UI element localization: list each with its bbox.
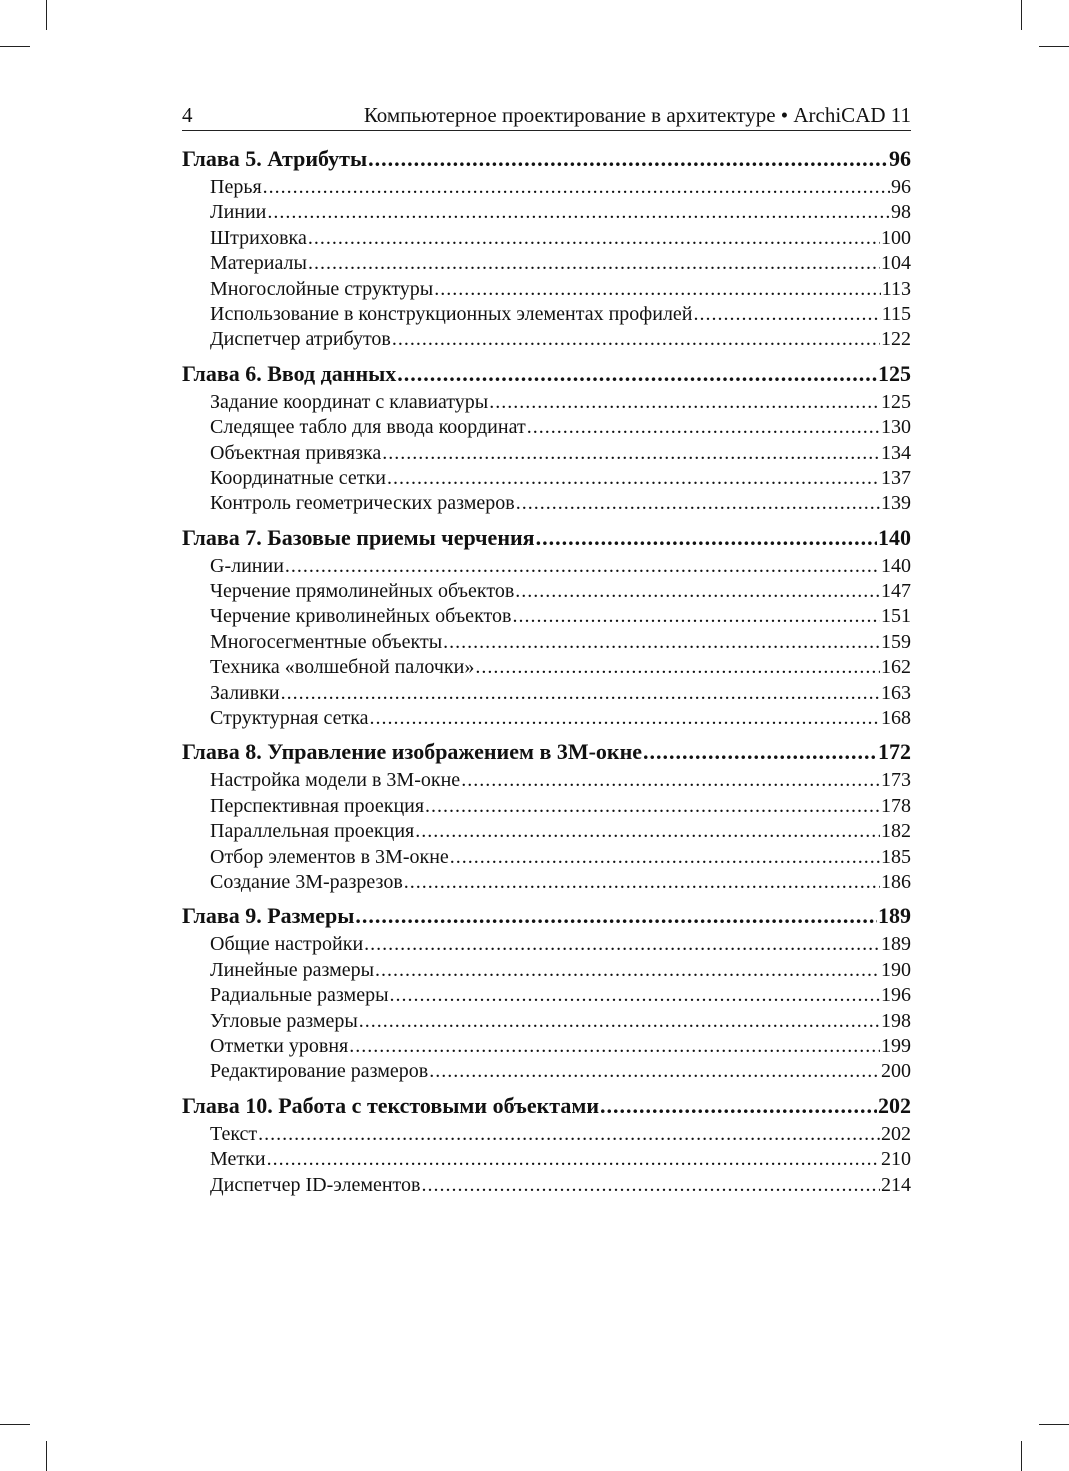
dot-leader [461, 768, 880, 793]
toc-entry [182, 1122, 911, 1147]
chapter-title: Глава 5. Атрибуты [182, 146, 368, 171]
section-page: 210 [881, 1148, 911, 1171]
section-title: Материалы [210, 252, 307, 275]
section-page: 137 [881, 466, 911, 489]
page-number: 4 [182, 103, 193, 127]
section-title: Радиальные размеры [210, 984, 389, 1007]
crop-mark [1039, 46, 1069, 47]
toc-entry [182, 819, 911, 844]
section-page: 196 [881, 984, 911, 1007]
toc-entry [182, 579, 911, 604]
section-title: Перспективная проекция [210, 794, 425, 817]
dot-leader [450, 845, 880, 870]
dot-leader [370, 706, 880, 731]
dot-leader [308, 226, 880, 251]
section-page: 115 [881, 302, 911, 325]
toc-entry [182, 415, 911, 440]
toc-entry [182, 1059, 911, 1084]
chapter-page: 202 [878, 1092, 911, 1118]
section-page: 140 [881, 554, 911, 577]
toc-entry [182, 932, 911, 957]
section-page: 134 [881, 441, 911, 464]
dot-leader [349, 1034, 880, 1059]
dot-leader [390, 983, 880, 1008]
section-title: Параллельная проекция [210, 820, 415, 843]
dot-leader [515, 579, 880, 604]
toc-entry [182, 175, 911, 200]
section-title: Многослойные структуры [210, 277, 434, 300]
dot-leader [387, 466, 880, 491]
crop-mark [0, 1424, 30, 1425]
section-title: Перья [210, 176, 262, 198]
crop-mark [46, 1441, 47, 1471]
section-page: 151 [881, 605, 911, 628]
toc-entry [182, 958, 911, 983]
dot-leader [258, 1122, 880, 1147]
section-title: Штриховка [210, 226, 307, 249]
crop-mark [46, 0, 47, 30]
toc-entry [182, 655, 911, 680]
dot-leader [512, 604, 880, 629]
toc-entry [182, 327, 911, 352]
toc-entry [182, 768, 911, 793]
section-page: 104 [881, 252, 911, 275]
section-page: 198 [881, 1009, 911, 1032]
dot-leader [425, 794, 880, 819]
running-header [182, 100, 911, 131]
section-title: Общие настройки [210, 933, 364, 956]
section-title: G-линии [210, 554, 284, 577]
section-page: 182 [881, 820, 911, 843]
toc-entry [182, 1034, 911, 1059]
section-title: Многосегментные объекты [210, 630, 443, 653]
section-page: 200 [881, 1060, 911, 1083]
section-page: 163 [881, 681, 911, 704]
dot-leader [489, 390, 880, 415]
toc-chapter [182, 522, 911, 732]
chapter-heading [182, 143, 911, 175]
chapter-heading [182, 1090, 911, 1122]
chapter-title: Глава 6. Ввод данных [182, 360, 397, 386]
toc-entry [182, 226, 911, 251]
chapter-page: 140 [878, 524, 911, 550]
section-page: 173 [881, 769, 911, 792]
section-title: Задание координат с клавиатуры [210, 390, 489, 413]
section-title: Создание 3М-разрезов [210, 870, 403, 893]
section-page: 189 [881, 933, 911, 956]
table-of-contents [182, 143, 911, 1203]
section-page: 122 [881, 328, 911, 351]
dot-leader [285, 554, 880, 579]
section-page: 178 [881, 794, 911, 817]
section-page: 147 [881, 580, 911, 603]
section-page: 214 [881, 1173, 911, 1196]
toc-entry [182, 277, 911, 302]
section-page: 202 [881, 1122, 911, 1145]
section-page: 185 [881, 845, 911, 868]
section-title: Текст [210, 1122, 258, 1145]
running-title: Компьютерное проектирование в архитектуре • ArchiCAD 11 [363, 103, 911, 127]
toc-entry [182, 390, 911, 415]
section-title: Черчение криволинейных объектов [210, 605, 512, 628]
toc-chapter [182, 358, 911, 517]
toc-entry [182, 604, 911, 629]
dot-leader [382, 441, 880, 466]
section-page: 159 [881, 630, 911, 653]
chapter-heading [182, 522, 911, 554]
toc-entry [182, 681, 911, 706]
dot-leader [434, 277, 881, 302]
chapter-page: 125 [878, 360, 911, 386]
dot-leader [267, 1147, 880, 1172]
section-page: 113 [881, 277, 911, 300]
dot-leader [392, 327, 880, 352]
chapter-title: Глава 8. Управление изображением в 3М-окне [182, 739, 643, 765]
section-page: 130 [881, 416, 911, 439]
toc-entry [182, 845, 911, 870]
section-title: Координатные сетки [210, 466, 386, 489]
section-page: 186 [881, 870, 911, 893]
dot-leader [527, 415, 880, 440]
dot-leader [600, 1090, 877, 1122]
toc-chapter [182, 1090, 911, 1198]
toc-entry [182, 630, 911, 655]
dot-leader [368, 143, 888, 175]
dot-leader [281, 681, 880, 706]
section-title: Линейные размеры [210, 958, 375, 981]
toc-entry [182, 441, 911, 466]
toc-entry [182, 200, 911, 225]
dot-leader [443, 630, 880, 655]
dot-leader [359, 1009, 880, 1034]
chapter-heading [182, 900, 911, 932]
crop-mark [1039, 1424, 1069, 1425]
dot-leader [397, 358, 877, 390]
chapter-heading [182, 358, 911, 390]
toc-entry [182, 870, 911, 895]
dot-leader [375, 958, 880, 983]
toc-entry [182, 466, 911, 491]
toc-entry [182, 706, 911, 731]
toc-entry [182, 1173, 911, 1198]
dot-leader [536, 522, 877, 554]
toc-entry [182, 302, 911, 327]
section-title: Диспетчер ID-элементов [210, 1173, 421, 1196]
section-page: 100 [881, 226, 911, 249]
dot-leader [643, 736, 877, 768]
dot-leader [267, 200, 890, 225]
section-title: Техника «волшебной палочки» [210, 656, 475, 679]
section-title: Использование в конструкционных элементах профилей [210, 302, 693, 325]
section-title: Следящее табло для ввода координат [210, 416, 526, 439]
toc-entry [182, 1147, 911, 1172]
crop-mark [1021, 0, 1022, 30]
section-title: Редактирование размеров [210, 1060, 429, 1083]
toc-entry [182, 251, 911, 276]
dot-leader [415, 819, 880, 844]
section-title: Метки [210, 1148, 266, 1171]
dot-leader [421, 1173, 880, 1198]
section-title: Черчение прямолинейных объектов [210, 580, 515, 603]
section-title: Линии [210, 201, 267, 224]
dot-leader [364, 932, 880, 957]
toc-entry [182, 983, 911, 1008]
chapter-title: Глава 7. Базовые приемы черчения [182, 524, 535, 550]
dot-leader [429, 1059, 880, 1084]
chapter-title: Глава 9. Размеры [182, 903, 355, 929]
toc-chapter [182, 900, 911, 1084]
toc-entry [182, 491, 911, 516]
section-title: Диспетчер атрибутов [210, 328, 391, 351]
crop-mark [0, 46, 30, 47]
dot-leader [355, 900, 877, 932]
toc-entry [182, 1009, 911, 1034]
toc-entry [182, 554, 911, 579]
chapter-page: 96 [889, 146, 911, 171]
chapter-page: 172 [878, 739, 911, 765]
section-title: Контроль геометрических размеров [210, 492, 515, 515]
section-title: Отметки уровня [210, 1034, 349, 1057]
section-title: Отбор элементов в 3М-окне [210, 845, 449, 868]
dot-leader [263, 175, 890, 200]
toc-chapter [182, 736, 911, 895]
section-page: 162 [881, 656, 911, 679]
dot-leader [308, 251, 880, 276]
section-page: 125 [881, 390, 911, 413]
dot-leader [694, 302, 881, 327]
section-page: 96 [891, 176, 911, 198]
section-page: 139 [881, 492, 911, 515]
dot-leader [516, 491, 880, 516]
dot-leader [475, 655, 880, 680]
chapter-title: Глава 10. Работа с текстовыми объектами [182, 1092, 600, 1118]
section-page: 98 [891, 201, 911, 224]
chapter-heading [182, 736, 911, 768]
crop-mark [1021, 1441, 1022, 1471]
section-title: Настройка модели в 3М-окне [210, 769, 461, 792]
section-title: Заливки [210, 681, 280, 704]
section-title: Угловые размеры [210, 1009, 358, 1032]
section-title: Объектная привязка [210, 441, 382, 464]
section-page: 190 [881, 958, 911, 981]
toc-chapter [182, 143, 911, 353]
section-page: 168 [881, 707, 911, 730]
chapter-page: 189 [878, 903, 911, 929]
section-title: Структурная сетка [210, 707, 369, 730]
dot-leader [404, 870, 880, 895]
section-page: 199 [881, 1034, 911, 1057]
toc-entry [182, 794, 911, 819]
